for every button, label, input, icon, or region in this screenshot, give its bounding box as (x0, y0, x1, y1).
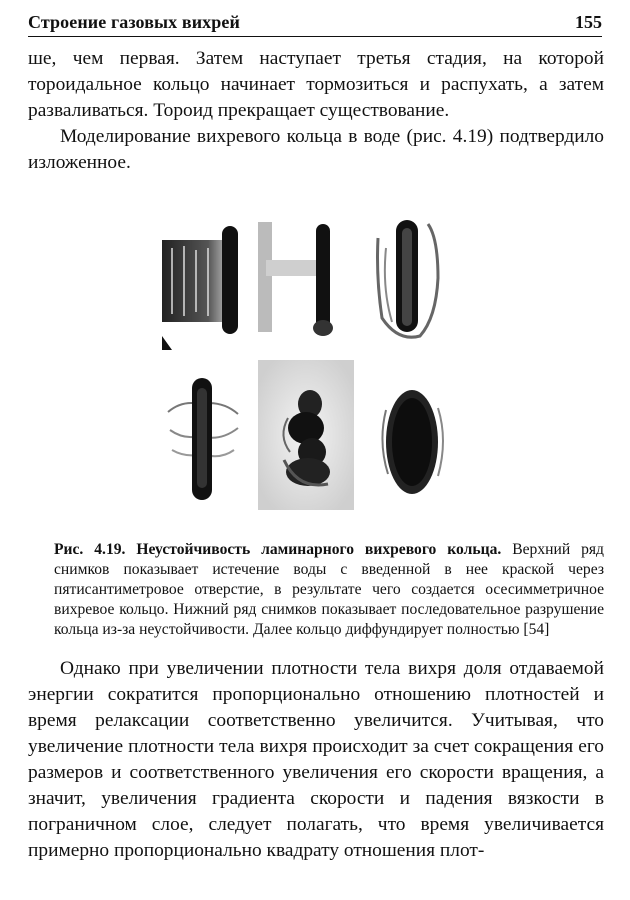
figure-caption-text: Верхний ряд снимков показывает истечение воды с введенной в нее краской через пятисантиметровое отверстие, в результате чего создается осесимметричное вихревое кольцо. Нижний ряд снимков показывает последовательное разрушение кольца из-за неустойчивости. Далее кольцо диффундирует полностью [54] (54, 541, 604, 638)
paragraph-continued: ше, чем первая. Затем наступает третья стадия, на которой тороидальное кольцо начинает тормозиться и распухать, а затем разваливаться. Тороид прекращает существование. (28, 48, 604, 121)
photo-ring-diffusion (368, 370, 458, 510)
running-head-title: Строение газовых вихрей (28, 12, 240, 32)
page-number: 155 (575, 12, 602, 32)
paragraph-vortex-modeling: Моделирование вихревого кольца в воде (рис. 4.19) подтвердило изложенное. (28, 126, 604, 173)
photo-vortex-ring-formed (368, 218, 454, 350)
paragraph-density: Однако при увеличении плотности тела вихря доля отдаваемой энергии сократится пропорционально отношению плотностей и время релаксации соответственно увеличится. Учитывая, что увеличение плотности тела вихря происходит за счет сокращения его размеров и соответственного увеличения его скорости вращения, а значит, увеличения градиента скорости и падения вязкости в пограничном слое, следует полагать, что время увеличивается примерно пропорционально квадрату отношения плот- (28, 658, 604, 861)
photo-ring-instability-2 (258, 360, 354, 510)
figure-4-19 (162, 218, 458, 510)
photo-vortex-outflow (162, 218, 244, 350)
figure-caption-title: Рис. 4.19. Неустойчивость ламинарного вихревого кольца. (54, 541, 502, 558)
photo-ring-instability-1 (162, 370, 244, 510)
photo-vortex-ring-forming (258, 218, 350, 350)
figure-caption (54, 540, 604, 640)
running-head (28, 10, 602, 37)
